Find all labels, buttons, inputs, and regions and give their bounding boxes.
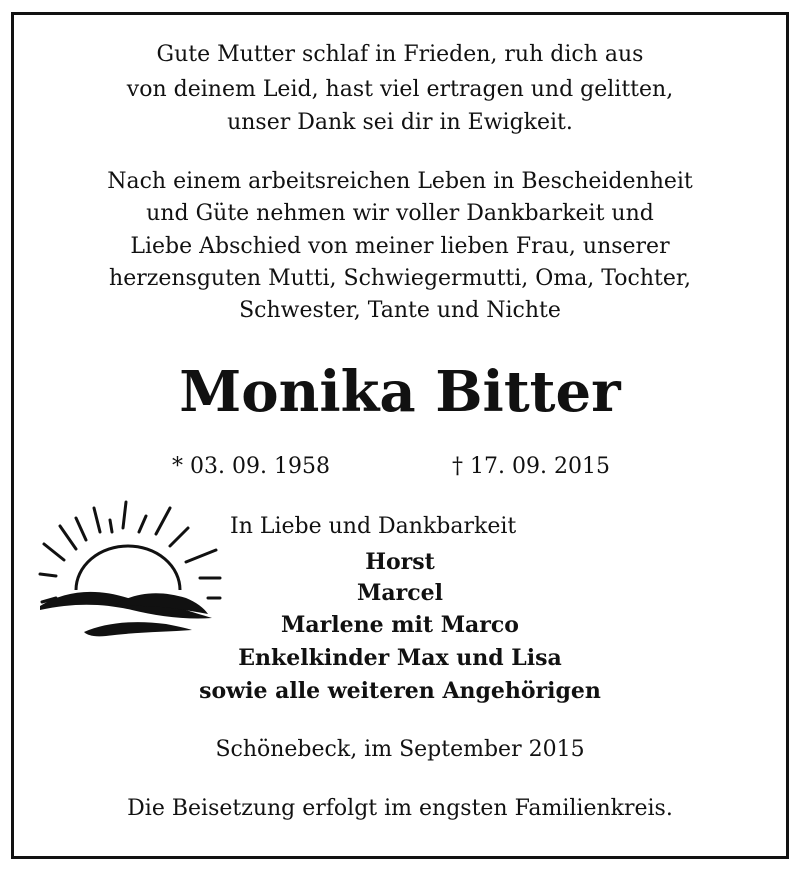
poem-line-1: Gute Mutter schlaf in Frieden, ruh dich aus [156,42,644,67]
intro-line-5: Schwester, Tante und Nichte [239,298,561,323]
poem-line-2: von deinem Leid, hast viel ertragen und gelitten, [126,77,674,102]
burial-note: Die Beisetzung erfolgt im engsten Familienkreis. [127,796,673,821]
deceased-name: Monika Bitter [179,359,621,425]
mourner-5: sowie alle weiteren Angehörigen [199,678,601,704]
mourner-4: Enkelkinder Max und Lisa [238,645,562,671]
mourner-2: Marcel [357,580,443,606]
place-date: Schönebeck, im September 2015 [215,737,585,762]
birth-date: * 03. 09. 1958 [172,454,330,479]
mourners-heading: In Liebe und Dankbarkeit [230,514,517,539]
poem-line-3: unser Dank sei dir in Ewigkeit. [227,110,573,135]
death-date: † 17. 09. 2015 [452,454,610,479]
intro-line-4: herzensguten Mutti, Schwiegermutti, Oma, Tochter, [109,266,691,291]
mourner-1: Horst [365,549,435,575]
intro-line-1: Nach einem arbeitsreichen Leben in Bescheidenheit [107,169,693,194]
mourner-3: Marlene mit Marco [281,612,519,638]
intro-line-3: Liebe Abschied von meiner lieben Frau, unserer [130,234,670,259]
intro-line-2: und Güte nehmen wir voller Dankbarkeit und [146,201,654,226]
notice-border [11,12,789,859]
